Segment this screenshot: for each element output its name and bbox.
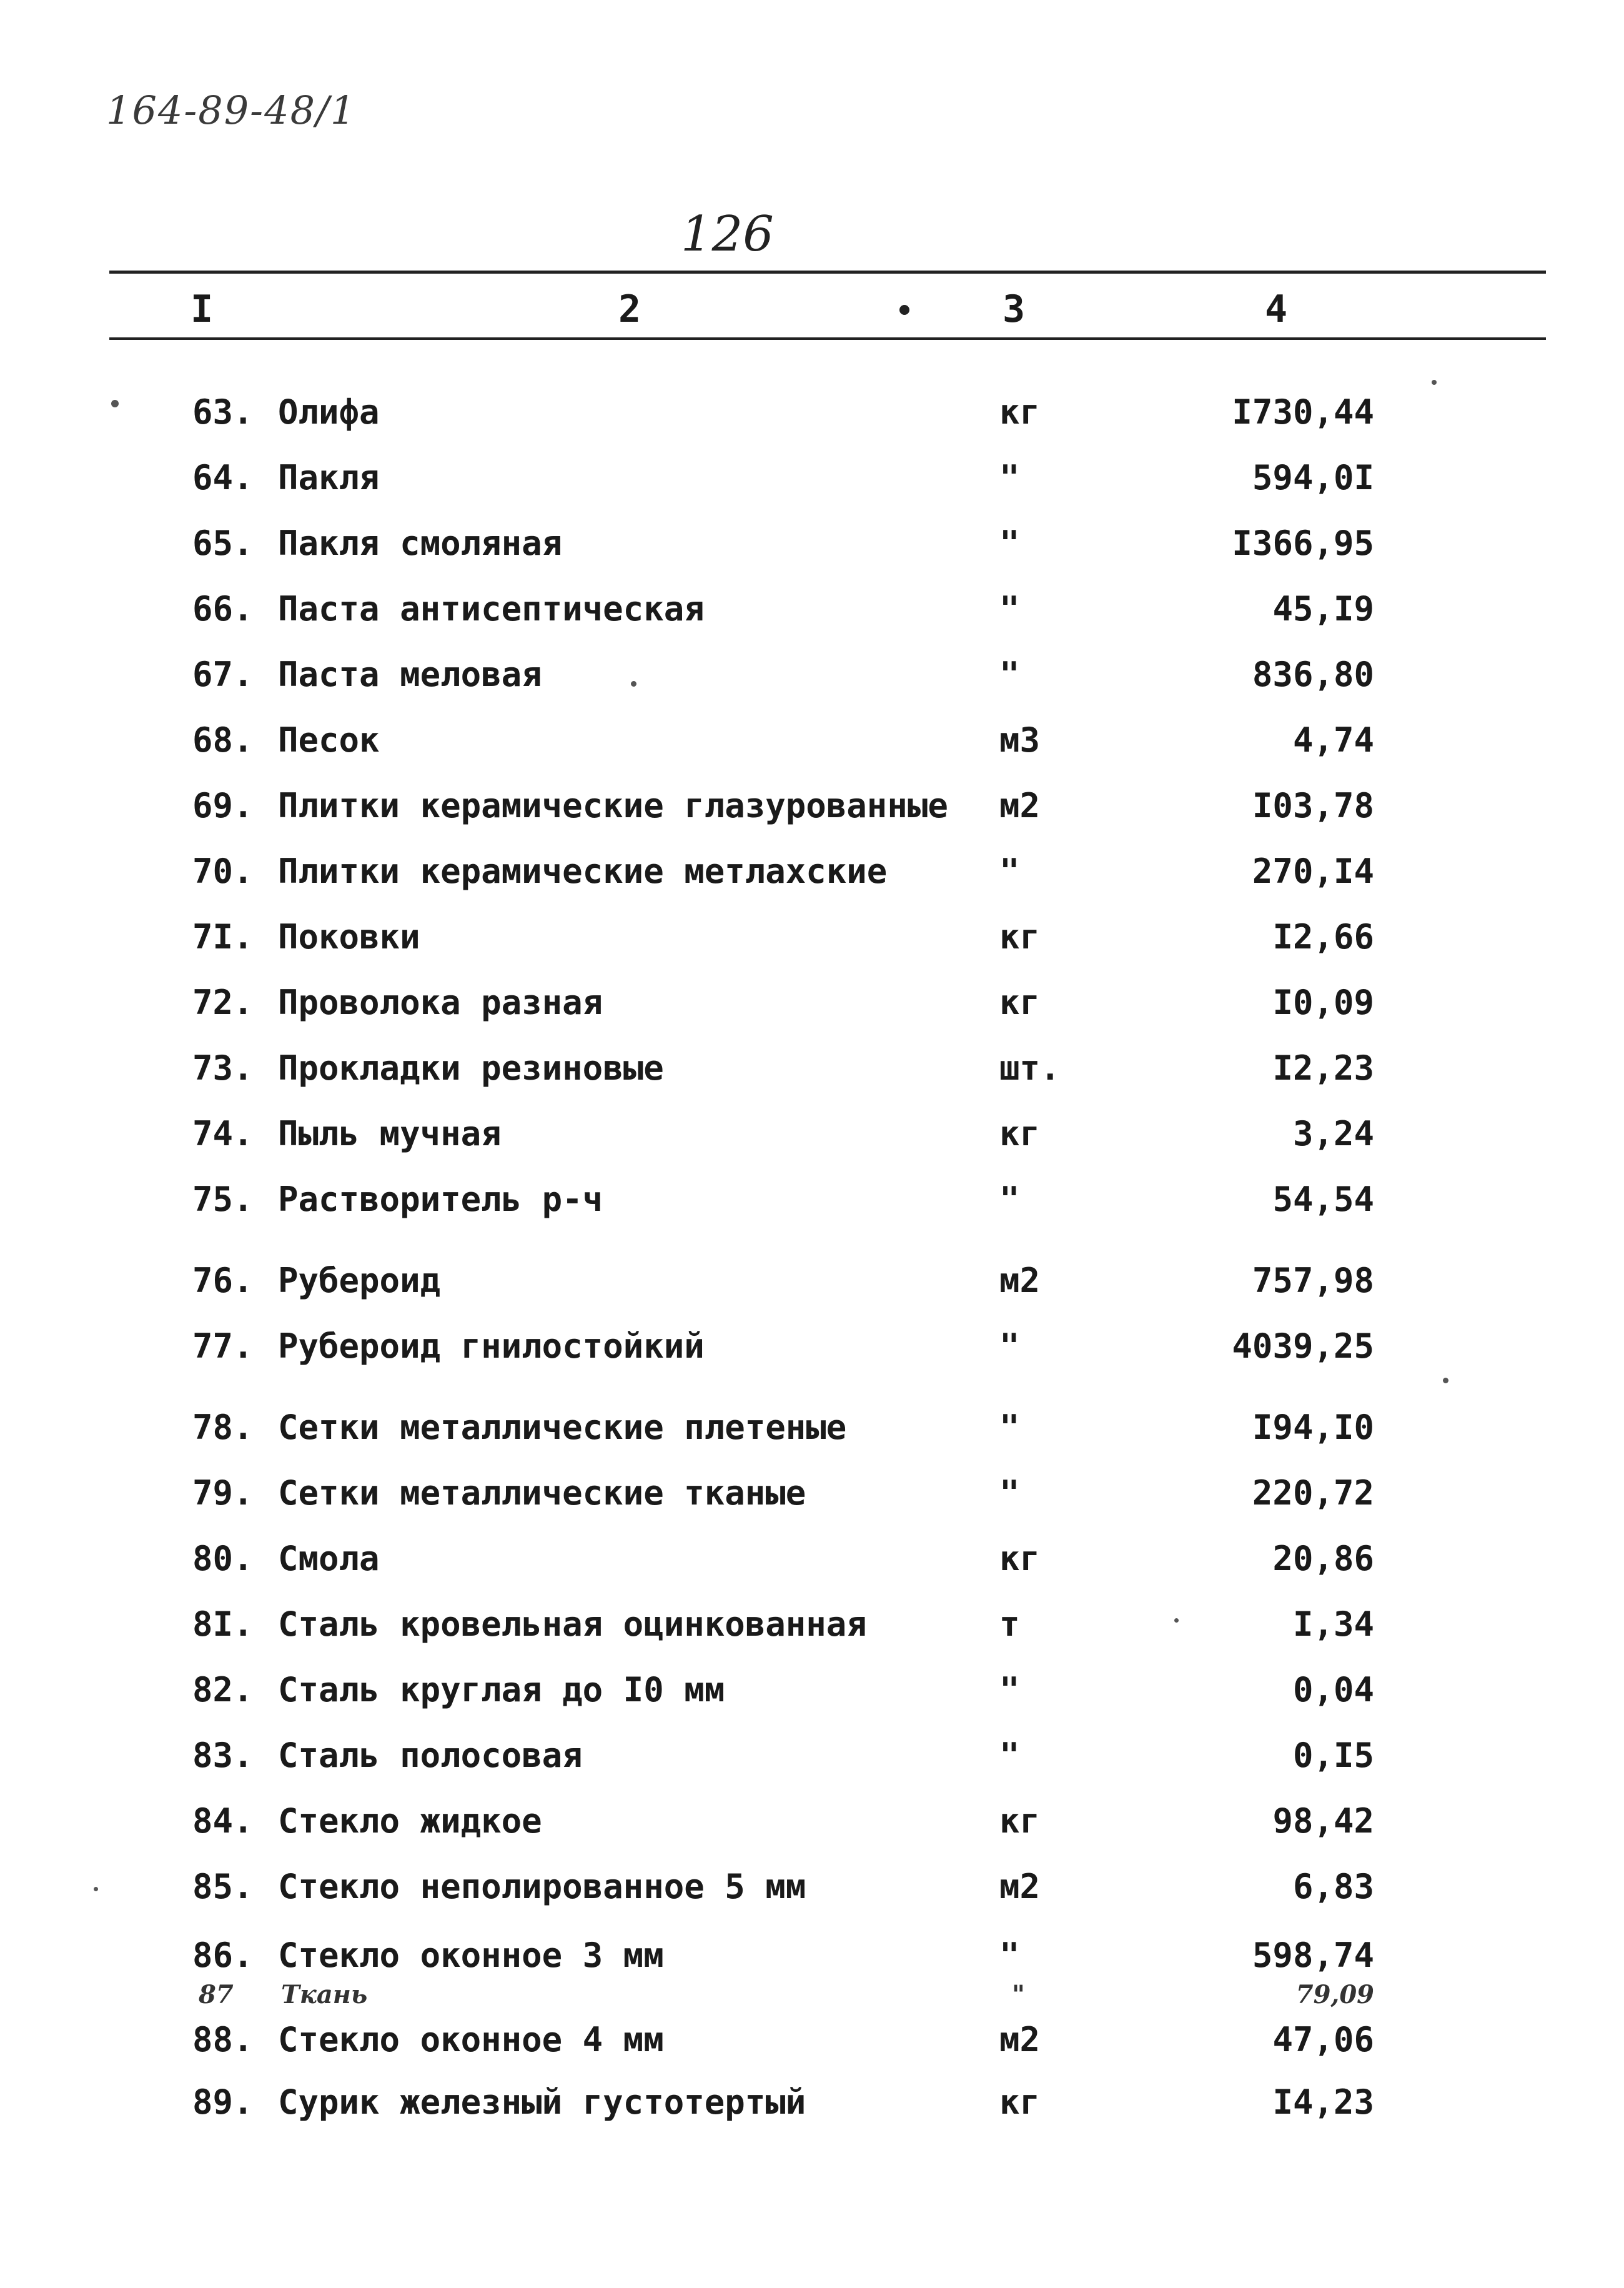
row-number: 79. bbox=[192, 1473, 254, 1513]
quantity: I730,44 bbox=[1232, 392, 1374, 432]
material-name: Сталь круглая до I0 мм bbox=[278, 1670, 725, 1709]
row-number: 70. bbox=[192, 852, 254, 891]
unit: " bbox=[999, 1326, 1020, 1366]
table-row bbox=[0, 1043, 1624, 1093]
unit: " bbox=[999, 655, 1020, 694]
row-number: 8I. bbox=[192, 1604, 254, 1644]
unit: " bbox=[999, 1180, 1020, 1219]
row-number: 83. bbox=[192, 1736, 254, 1775]
row-number: 63. bbox=[192, 392, 254, 432]
table-row bbox=[0, 2077, 1624, 2127]
table-row bbox=[0, 2015, 1624, 2065]
material-name: Плитки керамические глазурованные bbox=[278, 786, 948, 825]
table-row-handwritten bbox=[0, 1979, 1624, 2011]
page-number: 126 bbox=[681, 206, 774, 262]
column-header-2: 2 bbox=[618, 287, 641, 331]
material-name: Проволока разная bbox=[278, 983, 603, 1022]
material-name: Рубероид bbox=[278, 1261, 441, 1300]
quantity: 54,54 bbox=[1272, 1180, 1374, 1219]
scan-speck bbox=[1432, 380, 1437, 385]
material-name: Сурик железный густотертый bbox=[278, 2082, 806, 2122]
row-number: 67. bbox=[192, 655, 254, 694]
quantity: I03,78 bbox=[1252, 786, 1374, 825]
table-row bbox=[0, 715, 1624, 765]
quantity: 20,86 bbox=[1272, 1539, 1374, 1578]
material-name: Пыль мучная bbox=[278, 1114, 502, 1153]
material-name: Пакля смоляная bbox=[278, 524, 563, 563]
document-code: 164-89-48/1 bbox=[106, 87, 357, 133]
material-name: Ткань bbox=[281, 1980, 368, 2009]
row-number: 74. bbox=[192, 1114, 254, 1153]
quantity: 3,24 bbox=[1292, 1114, 1374, 1153]
row-number: 89. bbox=[192, 2082, 254, 2122]
quantity: 4,74 bbox=[1292, 720, 1374, 760]
unit: кг bbox=[999, 392, 1041, 432]
table-row bbox=[0, 912, 1624, 962]
unit: кг bbox=[999, 1801, 1041, 1841]
table-row bbox=[0, 387, 1624, 437]
table-row bbox=[0, 1599, 1624, 1649]
unit: " bbox=[999, 1670, 1020, 1709]
unit: шт. bbox=[999, 1048, 1061, 1088]
material-name: Стекло жидкое bbox=[278, 1801, 542, 1841]
quantity: 598,74 bbox=[1252, 1936, 1374, 1975]
row-number: 73. bbox=[192, 1048, 254, 1088]
row-number: 76. bbox=[192, 1261, 254, 1300]
table-row bbox=[0, 1256, 1624, 1306]
unit: " bbox=[999, 852, 1020, 891]
quantity: I0,09 bbox=[1272, 983, 1374, 1022]
unit: " bbox=[999, 589, 1020, 629]
quantity: 98,42 bbox=[1272, 1801, 1374, 1841]
quantity: I366,95 bbox=[1232, 524, 1374, 563]
unit: м2 bbox=[999, 786, 1041, 825]
material-name: Смола bbox=[278, 1539, 380, 1578]
quantity: I2,23 bbox=[1272, 1048, 1374, 1088]
table-row bbox=[0, 1731, 1624, 1781]
scan-speck bbox=[1174, 1618, 1179, 1623]
material-name: Пакля bbox=[278, 458, 380, 497]
unit: м2 bbox=[999, 1261, 1041, 1300]
unit: м2 bbox=[999, 2020, 1041, 2059]
unit: " bbox=[999, 1736, 1020, 1775]
quantity: 0,04 bbox=[1292, 1670, 1374, 1709]
table-row bbox=[0, 1468, 1624, 1518]
table-row bbox=[0, 650, 1624, 700]
quantity: 220,72 bbox=[1252, 1473, 1374, 1513]
row-number: 75. bbox=[192, 1180, 254, 1219]
material-name: Олифа bbox=[278, 392, 380, 432]
row-number: 68. bbox=[192, 720, 254, 760]
row-number: 69. bbox=[192, 786, 254, 825]
table-row bbox=[0, 1321, 1624, 1371]
quantity: I4,23 bbox=[1272, 2082, 1374, 2122]
row-number: 7I. bbox=[192, 917, 254, 957]
quantity: 45,I9 bbox=[1272, 589, 1374, 629]
unit: м2 bbox=[999, 1867, 1041, 1906]
column-header-1: I bbox=[191, 287, 214, 331]
material-name: Паста меловая bbox=[278, 655, 542, 694]
table-row bbox=[0, 847, 1624, 897]
table-row bbox=[0, 519, 1624, 569]
row-number: 65. bbox=[192, 524, 254, 563]
unit: кг bbox=[999, 983, 1041, 1022]
quantity: 594,0I bbox=[1252, 458, 1374, 497]
row-number: 77. bbox=[192, 1326, 254, 1366]
row-number: 84. bbox=[192, 1801, 254, 1841]
row-number: 86. bbox=[192, 1936, 254, 1975]
material-name: Сетки металлические тканые bbox=[278, 1473, 806, 1513]
material-name: Сетки металлические плетеные bbox=[278, 1408, 847, 1447]
quantity: I94,I0 bbox=[1252, 1408, 1374, 1447]
material-name: Паста антисептическая bbox=[278, 589, 705, 629]
material-name: Прокладки резиновые bbox=[278, 1048, 664, 1088]
table-row bbox=[0, 781, 1624, 831]
table-row bbox=[0, 1175, 1624, 1225]
unit: т bbox=[999, 1604, 1020, 1644]
unit: кг bbox=[999, 917, 1041, 957]
column-header-3: 3 bbox=[1003, 287, 1026, 331]
material-name: Сталь кровельная оцинкованная bbox=[278, 1604, 867, 1644]
unit: кг bbox=[999, 2082, 1041, 2122]
table-row bbox=[0, 1665, 1624, 1715]
material-name: Поковки bbox=[278, 917, 420, 957]
unit: " bbox=[999, 524, 1020, 563]
row-number: 88. bbox=[192, 2020, 254, 2059]
material-name: Стекло оконное 4 мм bbox=[278, 2020, 664, 2059]
quantity: 0,I5 bbox=[1292, 1736, 1374, 1775]
unit: " bbox=[999, 1936, 1020, 1975]
quantity: 47,06 bbox=[1272, 2020, 1374, 2059]
unit: м3 bbox=[999, 720, 1041, 760]
quantity: I2,66 bbox=[1272, 917, 1374, 957]
table-row bbox=[0, 1109, 1624, 1159]
table-row bbox=[0, 453, 1624, 503]
row-number: 80. bbox=[192, 1539, 254, 1578]
table-row bbox=[0, 584, 1624, 634]
scan-speck bbox=[1443, 1378, 1448, 1383]
unit: " bbox=[999, 458, 1020, 497]
material-name: Песок bbox=[278, 720, 380, 760]
row-number: 64. bbox=[192, 458, 254, 497]
row-number: 78. bbox=[192, 1408, 254, 1447]
table-row bbox=[0, 1796, 1624, 1846]
material-name: Стекло неполированное 5 мм bbox=[278, 1867, 806, 1906]
unit: " bbox=[1012, 1980, 1025, 2009]
unit: кг bbox=[999, 1114, 1041, 1153]
row-number: 85. bbox=[192, 1867, 254, 1906]
material-name: Растворитель р-ч bbox=[278, 1180, 603, 1219]
unit: кг bbox=[999, 1539, 1041, 1578]
row-number: 72. bbox=[192, 983, 254, 1022]
scan-speck bbox=[631, 681, 636, 687]
material-name: Сталь полосовая bbox=[278, 1736, 583, 1775]
unit: " bbox=[999, 1408, 1020, 1447]
table-row bbox=[0, 978, 1624, 1028]
material-name: Рубероид гнилостойкий bbox=[278, 1326, 705, 1366]
row-number: 82. bbox=[192, 1670, 254, 1709]
table-row bbox=[0, 1931, 1624, 1981]
row-number: 66. bbox=[192, 589, 254, 629]
column-header-4: 4 bbox=[1265, 287, 1288, 331]
quantity: I,34 bbox=[1292, 1604, 1374, 1644]
material-name: Плитки керамические метлахские bbox=[278, 852, 888, 891]
material-name: Стекло оконное 3 мм bbox=[278, 1936, 664, 1975]
table-row bbox=[0, 1862, 1624, 1912]
quantity: 79,09 bbox=[1295, 1980, 1374, 2009]
quantity: 4039,25 bbox=[1232, 1326, 1374, 1366]
scan-speck bbox=[94, 1887, 98, 1891]
scan-speck bbox=[111, 400, 119, 407]
quantity: 270,I4 bbox=[1252, 852, 1374, 891]
row-number: 87 bbox=[199, 1980, 234, 2009]
table-row bbox=[0, 1534, 1624, 1584]
quantity: 6,83 bbox=[1292, 1867, 1374, 1906]
quantity: 757,98 bbox=[1252, 1261, 1374, 1300]
table-row bbox=[0, 1403, 1624, 1453]
unit: " bbox=[999, 1473, 1020, 1513]
quantity: 836,80 bbox=[1252, 655, 1374, 694]
